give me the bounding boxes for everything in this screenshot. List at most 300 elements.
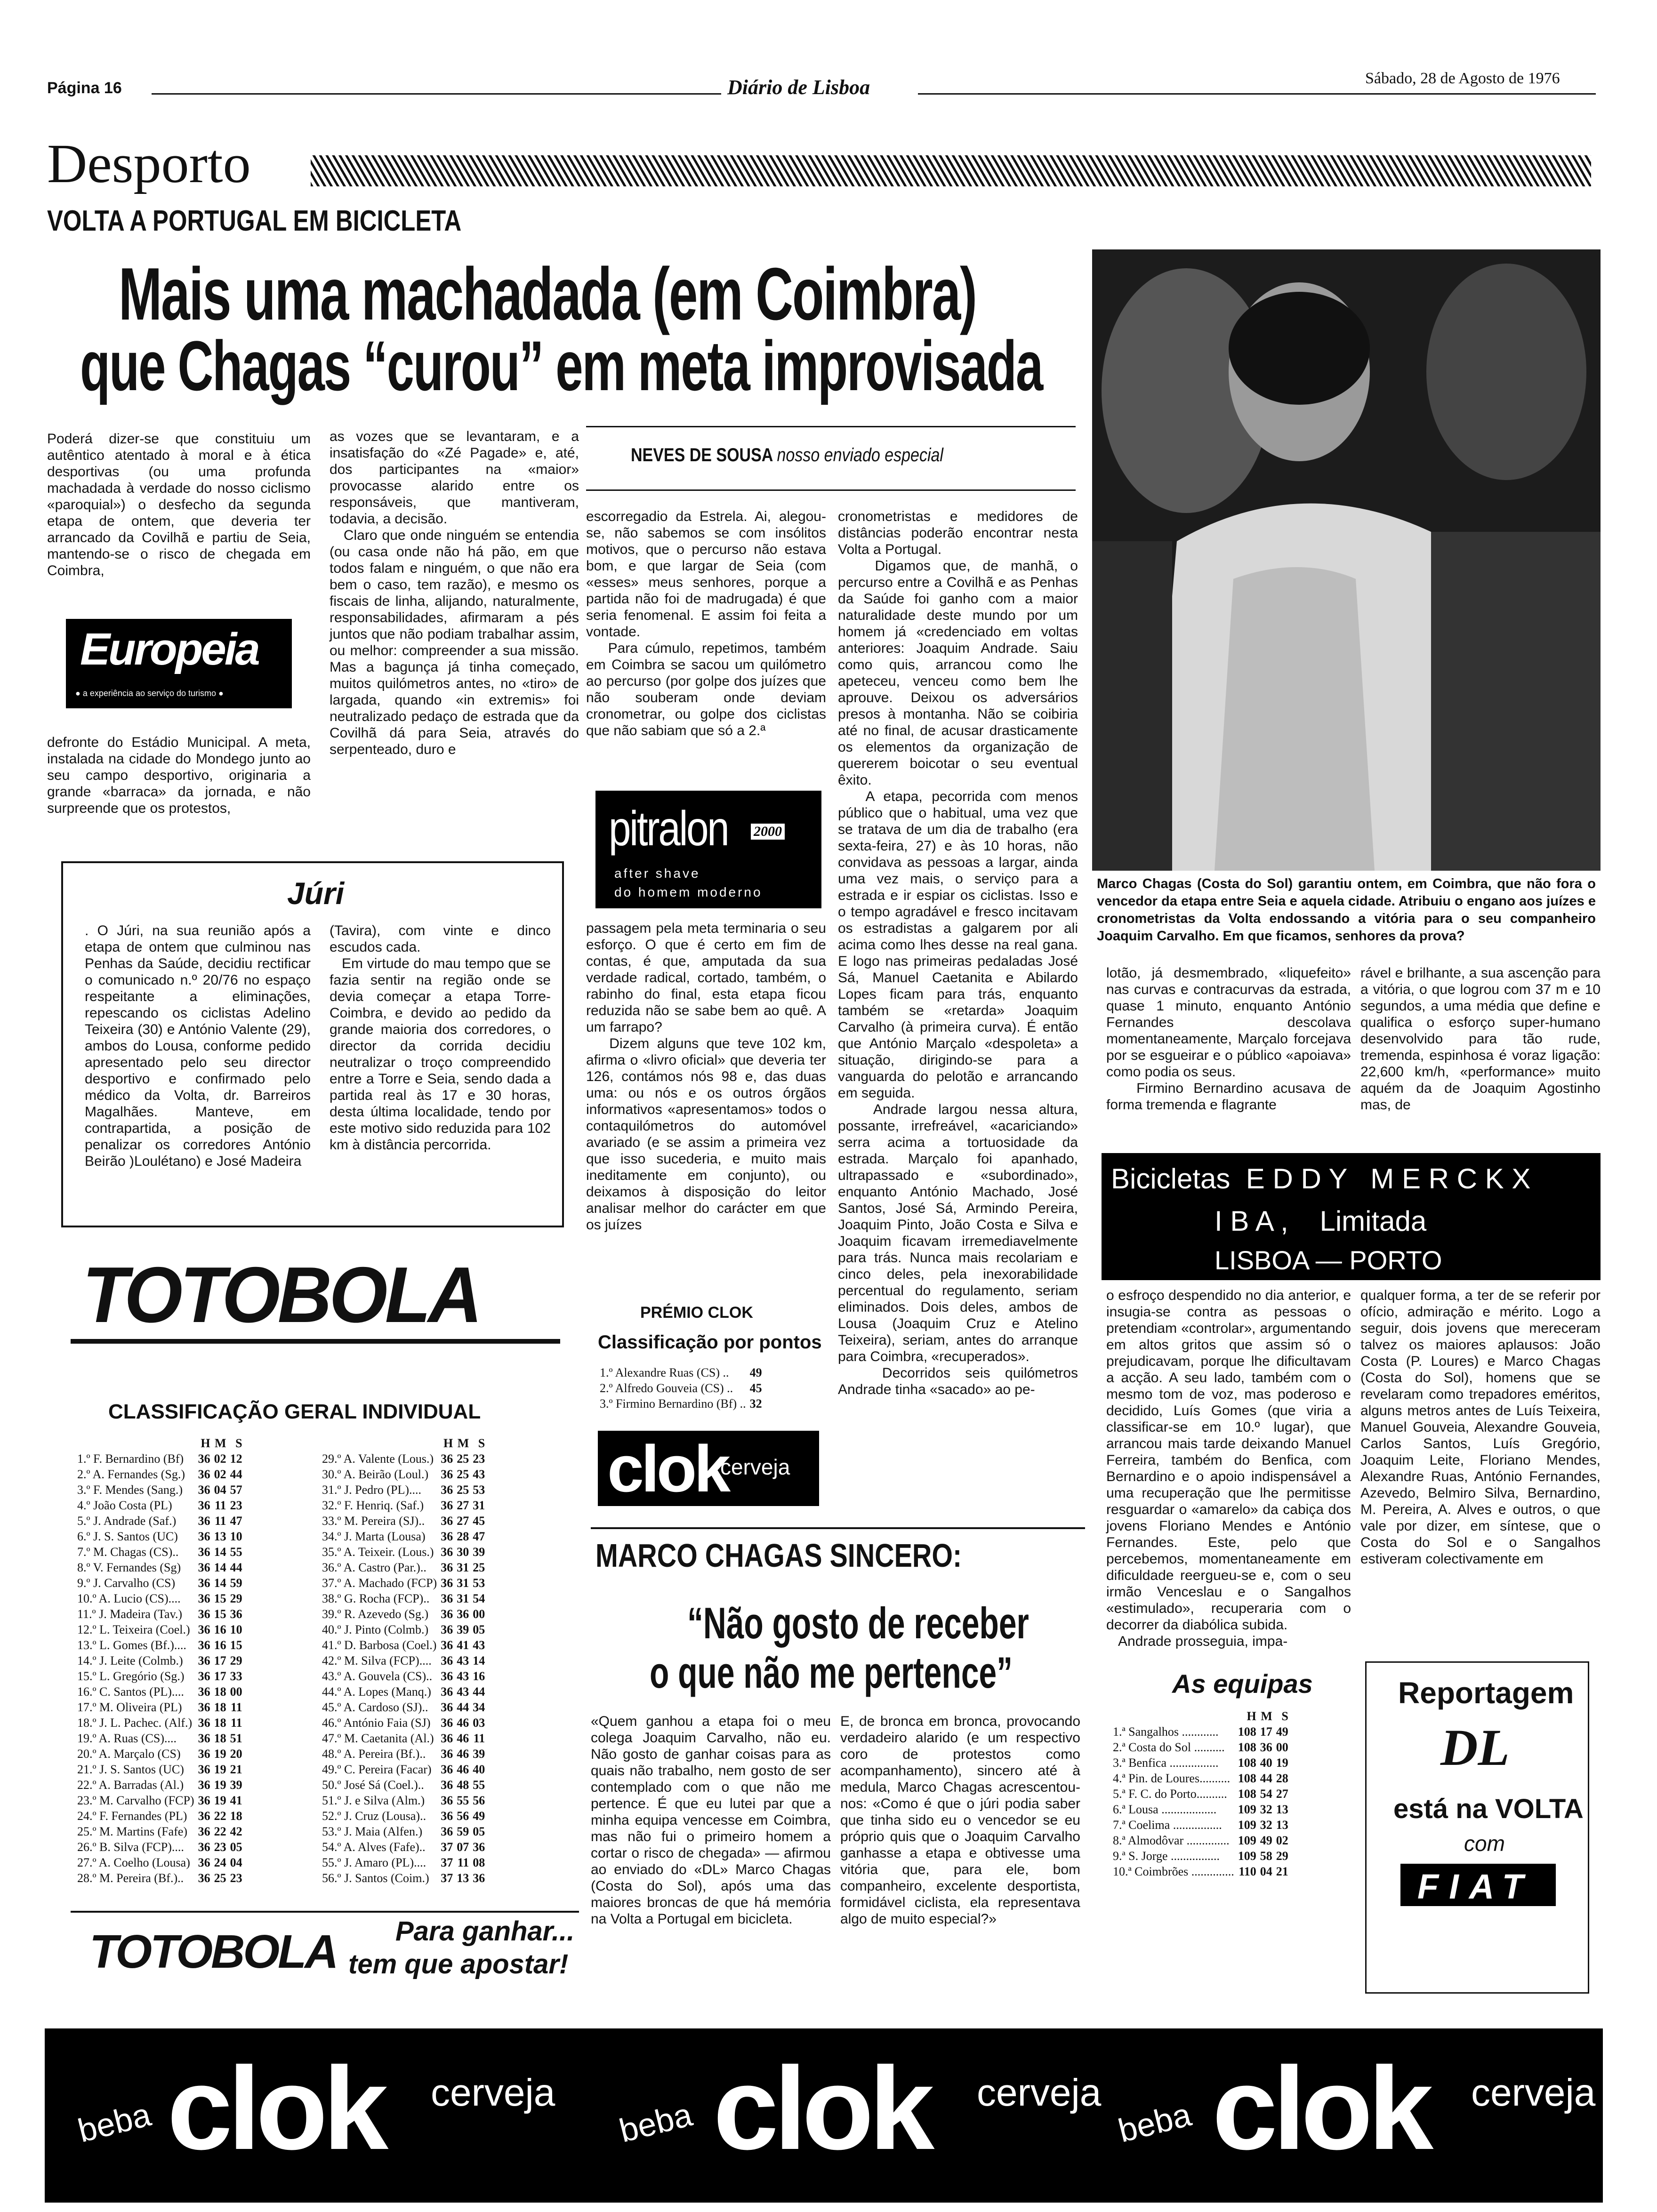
reportagem-ad [1365,1661,1589,1994]
banner-sub-1: cerveja [431,2071,555,2114]
row-value: 27 [1276,1787,1288,1801]
chagas-headline-2: o que não me pertence” [650,1648,1013,1697]
totobola-bottom-logo: TOTOBOLA [89,1925,337,1978]
row-value: 23 [214,1840,226,1854]
article-col-3b: passagem pela meta terminaria o seu esforço. O que é certo em fim de contas, é que, amputada da sua verdade radical, cortado, também, o rabinho do final, esta etapa ficou reduzida não se sabe bem ao quê. A um farrapo? Dizem alguns que teve 102 km, afirma o «livro oficial» que deveria ter 126, contámos nós 98 e, das duas uma: ou nós e os outros órgãos informativos «apresentamos» todos o contaquilómetros do automóvel avariado (e se assim a primeira vez que isso sucederia, e muito mais ineditamente em conjunto), ou deixamos à disposição do leitor analisar melhor do carácter em que os juízes [586,921,826,1233]
clok-banner [45,2028,1603,2203]
classification-row [75,1699,244,1715]
row-label: 15.º L. Gregório (Sg.) [77,1669,185,1683]
row-label: 41.º D. Barbosa (Coel.) [322,1638,437,1652]
row-value: 17 [214,1669,226,1683]
row-value: 36 [198,1576,210,1590]
row-value: 16 [214,1623,226,1636]
row-value: 36 [198,1530,210,1543]
row-value: 32 [749,1397,762,1411]
row-value: 43 [473,1467,485,1481]
row-label: 52.º J. Cruz (Lousa).. [322,1809,426,1823]
row-value: 05 [473,1825,485,1838]
row-value: 36 [441,1607,453,1621]
photo-caption: Marco Chagas (Costa do Sol) garantiu ontem, em Coimbra, que não fora o vencedor da etapa entre Seia e aquela cidade. Atribuiu o engano aos juízes e cronometristas da Volta endossando a vitória para o seu companheiro Joaquim Carvalho. Em que ficamos, senhores da prova? [1097,876,1596,944]
classification-row [320,1560,487,1575]
row-value: 44 [230,1561,242,1574]
totobola-footer-rule [71,1911,579,1913]
row-label: 37.º A. Machado (FCP) [322,1576,437,1590]
row-label: 2.º Alfredo Gouveia (CS) .. [600,1381,733,1395]
classification-row [75,1731,244,1746]
row-label: 21.º J. S. Santos (UC) [77,1763,184,1776]
equipas-row [1111,1848,1290,1864]
row-value: 36 [441,1794,453,1807]
classification-row [75,1544,244,1560]
row-label: 6.ª Lousa .................. [1113,1803,1217,1816]
classification-row [320,1529,487,1544]
row-value: 25 [214,1871,226,1885]
row-label: 3.ª Benfica ................ [1113,1756,1219,1770]
classification-row [75,1482,244,1498]
europeia-tagline: ● a experiência ao serviço do turismo ● [75,689,224,698]
classification-row [320,1606,487,1622]
clok-small-sub: cerveja [720,1455,790,1479]
row-label: 10.º A. Lucio (CS).... [77,1592,181,1605]
classification-table-left [75,1435,244,1886]
row-value: 15 [214,1592,226,1605]
byline-name: NEVES DE SOUSA [631,445,773,465]
row-label: 49.º C. Pereira (Facar) [322,1763,432,1776]
row-value: 36 [441,1731,453,1745]
row-value: 11 [230,1700,242,1714]
row-value: 19 [214,1794,226,1807]
equipas-row [1111,1802,1290,1817]
row-value: 23 [473,1452,485,1466]
row-value: 36 [198,1499,210,1512]
row-value: 54 [473,1592,485,1605]
row-value: 44 [230,1467,242,1481]
chagas-col-2: E, de bronca em bronca, provocando verdadeiro alarido (e um respectivo coro de protestos como acompanhamento), sincero até à medula, Marco Chagas acrescentou-nos: «Como é que o júri podia saber que tinha sido eu o vencedor se eu próprio quis que o Joaquim Carvalho ganhasse a etapa e obtivesse uma vitória que, para ele, bom companheiro, excelente desportista, formidável ciclista, ela representava algo de muito especial?» [840,1714,1085,1927]
byline [631,445,943,466]
row-label: 26.º B. Silva (FCP).... [77,1840,184,1854]
row-value: 37 [441,1856,453,1869]
row-value: 37 [441,1840,453,1854]
row-value: 25 [457,1452,469,1466]
row-label: 2.º A. Fernandes (Sg.) [77,1467,185,1481]
issue-date: Sábado, 28 de Agosto de 1976 [1365,70,1560,87]
row-value: 36 [198,1794,210,1807]
row-value: 53 [473,1483,485,1497]
row-value: 25 [473,1561,485,1574]
row-label: 53.º J. Maia (Alfen.) [322,1825,423,1838]
row-label: 31.º J. Pedro (PL).... [322,1483,421,1497]
classification-row [320,1513,487,1529]
row-value: 36 [198,1467,210,1481]
row-value: 36 [198,1669,210,1683]
juri-col-1: . O Júri, na sua reunião após a etapa de ontem que culminou nas Penhas da Saúde, decidiu rectificar o comunicado n.º 20/76 no espaço respeitante a eliminações, repescando os ciclistas Adelino Teixeira (30) e António Valente (29), ambos do Lousa, conforme pedido apresentado pelo seu director desportivo e confirmado pelo médico da Volta, dr. Barreiros Magalhães. Manteve, em contrapartida, a posição de penalizar os corredores António Beirão )Loulétano) e José Madeira [85,923,315,1169]
section-title: Desporto [47,133,251,194]
classification-title: CLASSIFICAÇÃO GERAL INDIVIDUAL [108,1400,481,1423]
row-value: 28 [457,1530,469,1543]
row-value: 36 [441,1825,453,1838]
row-value: 02 [214,1452,226,1466]
row-value: 46 [457,1747,469,1761]
row-value: 109 [1238,1849,1256,1863]
row-label: 51.º J. e Silva (Alm.) [322,1794,425,1807]
classification-row [75,1746,244,1762]
equipas-title: As equipas [1172,1669,1313,1699]
row-value: 10 [230,1530,242,1543]
row-value: 14 [214,1576,226,1590]
row-value: 41 [457,1638,469,1652]
classification-row [320,1762,487,1777]
row-value: 39 [230,1778,242,1792]
totobola-slogan-2: tem que apostar! [348,1949,569,1980]
row-value: 58 [1260,1849,1272,1863]
totobola-rule [71,1339,560,1344]
article-col-5: lotão, já desmembrado, «liquefeito» nas curvas e contracurvas da estrada, quase 1 minuto, enquanto António Fernandes descolava momentaneamente, Marçalo forcejava por se esgueirar e o público «apoiava» como podia os seus. Firmino Bernardino acusava de forma tremenda e flagrante [1106,965,1351,1113]
row-value: 11 [214,1514,226,1528]
classification-row [75,1684,244,1699]
row-value: 56 [473,1794,485,1807]
row-value: 36 [198,1514,210,1528]
row-label: 38.º G. Rocha (FCP).. [322,1592,430,1605]
banner-brand-3: clok [1212,2043,1429,2174]
header-cell [75,1435,196,1451]
row-label: 10.ª Coimbrões .............. [1113,1865,1234,1878]
classification-row [320,1637,487,1653]
row-label: 48.º A. Pereira (Bf.).. [322,1747,426,1761]
row-value: 44 [457,1700,469,1714]
row-value: 46 [457,1731,469,1745]
row-value: 36 [198,1685,210,1699]
row-label: 11.º J. Madeira (Tav.) [77,1607,183,1621]
row-value: 11 [473,1731,485,1745]
row-label: 43.º A. Gouvela (CS).. [322,1669,433,1683]
classification-row [320,1498,487,1513]
classification-row [320,1731,487,1746]
row-value: 49 [473,1809,485,1823]
row-value: 36 [198,1825,210,1838]
row-value: 36 [198,1778,210,1792]
bicicletas-line-3: LISBOA — PORTO [1215,1245,1442,1275]
row-value: 46 [457,1716,469,1730]
header-cell: S [235,1436,242,1450]
row-value: 44 [473,1685,485,1699]
equipas-row [1111,1724,1290,1739]
row-label: 7.º M. Chagas (CS).. [77,1545,179,1559]
classification-row [75,1467,244,1482]
table-header [320,1435,487,1451]
header-cell: H [443,1436,453,1450]
row-label: 35.º A. Teixeir. (Lous.) [322,1545,434,1559]
row-value: 18 [214,1731,226,1745]
row-value: 36 [441,1778,453,1792]
row-label: 54.º A. Alves (Fafe).. [322,1840,426,1854]
juri-col-2: (Tavira), com vinte e dinco escudos cada. Em virtude do mau tempo que se fazia sentir na região onde se devia começar a etapa Torre-Coimbra, e devido ao pedido da grande maioria dos corredores, o director da corrida decidiu neutralizar o troço compreendido entre a Torre e Seia, sendo dada a partida real às 17 e 30 horas, desta última localidade, tendo por este motivo sido reduzida para 102 km à distância percorrida. [330,923,551,1153]
classification-row [75,1451,244,1467]
row-value: 36 [198,1747,210,1761]
pitralon-line-2: do homem moderno [614,885,763,899]
row-value: 108 [1238,1787,1256,1801]
row-value: 51 [230,1731,242,1745]
row-value: 33 [230,1669,242,1683]
row-value: 00 [473,1607,485,1621]
row-label: 55.º J. Amaro (PL).... [322,1856,426,1869]
row-value: 15 [230,1638,242,1652]
row-value: 15 [214,1607,226,1621]
row-value: 36 [441,1763,453,1776]
row-value: 108 [1238,1756,1256,1770]
row-value: 34 [473,1700,485,1714]
classification-row [320,1839,487,1855]
row-value: 36 [441,1623,453,1636]
article-col-5b: o esfroço despendido no dia anterior, e insugia-se contra as pessoas o pretendiam «controlar», argumentando em altos gritos que assim só o prejudicavam, porque lhe dificultavam a acção. A seu lado, também com o mesmo tom de voz, mas poderoso e decidido, Luís Gomes (que viria a classificar-se em 10.º lugar), que arrancou mais tarde deixando Manuel Ferreira, também do Benfica, com Bernardino e o apoio indispensável a uma recuperação que lhe permitisse resguardar o «amarelo» da cabiça dos jovens Floriano Mendes e António Fernandes. Este, pelo que percebemos, momentaneamente em dificuldade reergueu-se e, com o seu irmão Venceslau e o Sangalhos «estimulado», recuperaria com o decorrer da diabólica subida. Andrade prosseguia, impa- [1106,1288,1351,1649]
pitralon-ad [595,791,821,908]
row-value: 04 [1260,1865,1272,1878]
masthead-rule-left [152,93,721,95]
classification-row [320,1653,487,1668]
row-value: 11 [457,1856,469,1869]
row-value: 04 [214,1483,226,1497]
row-value: 46 [457,1763,469,1776]
page-number: Página 16 [47,79,122,97]
byline-role: nosso enviado especial [777,445,943,465]
header-cell [320,1435,439,1451]
header-cell: M [457,1436,469,1450]
row-label: 6.º J. S. Santos (UC) [77,1530,178,1543]
banner-beba-2: beba [615,2096,696,2149]
row-label: 1.º F. Bernardino (Bf) [77,1452,184,1466]
row-value: 25 [457,1483,469,1497]
reportagem-line-3: com [1464,1831,1505,1856]
row-value: 42 [230,1825,242,1838]
row-value: 14 [473,1654,485,1667]
row-value: 00 [230,1685,242,1699]
row-value: 36 [473,1840,485,1854]
europeia-logo: Europeia [80,624,258,674]
row-value: 53 [473,1576,485,1590]
header-cell [1111,1708,1236,1724]
row-value: 59 [457,1825,469,1838]
row-value: 18 [230,1809,242,1823]
row-value: 04 [230,1856,242,1869]
row-value: 05 [473,1623,485,1636]
row-value: 21 [230,1763,242,1776]
row-label: 17.º M. Oliveira (PL) [77,1700,182,1714]
row-value: 43 [457,1685,469,1699]
row-value: 36 [473,1871,485,1885]
article-col-6b: qualquer forma, a ter de se referir por ofício, admiração e mérito. Logo a seguir, dois jovens que mereceram talvez os maiores aplausos: João Costa (P. Loures) e Marco Chagas (Costa do Sol), homens que se revelaram como trepadores eméritos, alguns metros antes de Luís Teixeira, Manuel Gouveia, Alexandre Gouveia, Carlos Santos, Luís Gregório, Joaquim Leite, Floriano Mendes, Alexandre Ruas, António Fernandes, Azevedo, Belmiro Silva, Bernardino, M. Pereira, A. Alves e outros, o que vale por dizer, em síntese, que o Costa do Sol e o Sangalhos estiveram colectivamente em [1360,1288,1605,1567]
row-value: 40 [473,1763,485,1776]
classification-row [320,1451,487,1467]
row-value: 32 [1260,1818,1272,1832]
row-label: 27.º A. Coelho (Lousa) [77,1856,190,1869]
classification-row [75,1498,244,1513]
byline-rule-bottom [586,489,1076,491]
row-value: 39 [473,1545,485,1559]
row-value: 36 [441,1638,453,1652]
row-value: 19 [1276,1756,1288,1770]
headline-line-1: Mais uma machadada (em Coimbra) [119,253,976,336]
row-value: 56 [457,1809,469,1823]
row-value: 16 [214,1638,226,1652]
row-value: 49 [749,1366,762,1379]
row-value: 36 [441,1716,453,1730]
classification-row [320,1622,487,1637]
row-value: 20 [230,1747,242,1761]
bicicletas-line-1: Bicicletas E D D Y M E R C K X [1111,1163,1531,1194]
chagas-rule [591,1527,1085,1529]
row-label: 29.º A. Valente (Lous.) [322,1452,434,1466]
row-value: 23 [230,1871,242,1885]
classification-row [75,1529,244,1544]
row-label: 8.ª Almodôvar .............. [1113,1834,1230,1847]
row-value: 17 [214,1654,226,1667]
row-value: 12 [230,1452,242,1466]
row-value: 55 [457,1794,469,1807]
classification-row [320,1824,487,1839]
premio-row [598,1380,764,1396]
row-label: 19.º A. Ruas (CS).... [77,1731,177,1745]
classification-row [320,1668,487,1684]
row-value: 59 [230,1576,242,1590]
equipas-row [1111,1771,1290,1786]
row-value: 23 [230,1499,242,1512]
row-label: 7.ª Coelima ................ [1113,1818,1222,1832]
row-value: 36 [198,1654,210,1667]
chagas-kicker: MARCO CHAGAS SINCERO: [595,1537,962,1574]
row-label: 25.º M. Martins (Fafe) [77,1825,188,1838]
row-label: 1.ª Sangalhos ............ [1113,1725,1219,1739]
row-label: 23.º M. Carvalho (FCP) [77,1794,194,1807]
header-cell: S [1281,1709,1288,1723]
row-value: 36 [198,1856,210,1869]
row-label: 20.º A. Marçalo (CS) [77,1747,181,1761]
header-cell: M [1261,1709,1272,1723]
totobola-slogan-1: Para ganhar... [395,1916,575,1947]
header-cell: H [1247,1709,1256,1723]
row-value: 29 [230,1592,242,1605]
pitralon-logo: pitralon [609,801,728,856]
fiat-brand: FIAT [1417,1867,1534,1906]
classification-row [320,1777,487,1793]
row-value: 44 [1260,1771,1272,1785]
row-label: 42.º M. Silva (FCP).... [322,1654,432,1667]
row-value: 21 [1276,1865,1288,1878]
classification-row [75,1591,244,1606]
row-value: 36 [198,1700,210,1714]
table-header [75,1435,244,1451]
row-value: 108 [1238,1725,1256,1739]
row-value: 02 [214,1467,226,1481]
row-label: 40.º J. Pinto (Colmb.) [322,1623,429,1636]
equipas-table [1111,1708,1290,1879]
classification-row [75,1808,244,1824]
row-label: 13.º L. Gomes (Bf.).... [77,1638,186,1652]
row-value: 36 [441,1452,453,1466]
row-label: 3.º F. Mendes (Sang.) [77,1483,183,1497]
classification-row [320,1746,487,1762]
row-label: 30.º A. Beirão (Loul.) [322,1467,429,1481]
classification-row [320,1855,487,1870]
classification-row [75,1777,244,1793]
row-value: 36 [198,1731,210,1745]
classification-row [75,1653,244,1668]
row-value: 36 [441,1654,453,1667]
row-value: 43 [457,1654,469,1667]
row-value: 24 [214,1856,226,1869]
article-col-4: cronometristas e medidores de distâncias poderão encontrar nesta Volta a Portugal. Digamos que, de manhã, o percurso entre a Covilhã e as Penhas da Saúde foi ganho com a maior naturalidade deste mundo por um homem já «credenciado em voltas anteriores: Joaquim Andrade. Saiu como quis, arrancou como lhe apeteceu, venceu como bem lhe aprouve. Deixou os adversários presos à montanha. Não se coibiria até no final, de acusar drasticamente os elementos da organização de quererem boicotar o seu eventual êxito. A etapa, pecorrida com menos público que o habitual, uma vez que se tratava de um dia de trabalho (era sexta-feira, 27) e às 10 horas, não convidava as pessoas a largar, ainda uma vez mais, o serviço para a estrada e ir espiar os ciclistas. Isso e o tempo agradável e fresco incitavam os estradistas a galgarem por ali acima como lhes desse na real gana. E logo nas primeiras pedaladas José Sá, Manuel Caetanita e Abilardo Lopes ficam para trás, enquanto também se «retarda» Joaquim Carvalho (à primeira curva). É então que António Marçalo «despoleta» a situação, dirigindo-se para a vanguarda do pelotão e arrancando em seguida. Andrade largou nessa altura, possante, irrefreável, «acariciando» serra acima a tortuosidade da estrada. Marçalo foi apanhado, ultrapassado e «subordinado», enquanto António Machado, José Santos, José Sá, Armindo Pereira, Joaquim Pinto, João Costa e Silva e Joaquim ficavam irremediavelmente para trás. Nunca mais recolariam e cinco deles, pela inexorabilidade percentual do regulamento, seriam eliminados. Dois deles, ambos de Lousa (Joaquim Cruz e Atelino Teixeira), seriam, antes do arranque para Coimbra, «recuperados». Decorridos seis quilómetros Andrade tinha «sacado» ao pe- [838,509,1078,1397]
row-value: 40 [1260,1756,1272,1770]
row-value: 07 [457,1840,469,1854]
row-value: 37 [441,1871,453,1885]
row-value: 36 [198,1607,210,1621]
premio-clok-subtitle: Classificação por pontos [598,1332,822,1353]
row-label: 22.º A. Barradas (Al.) [77,1778,184,1792]
row-value: 18 [214,1716,226,1730]
row-value: 36 [441,1592,453,1605]
row-value: 36 [198,1561,210,1574]
equipas-row [1111,1739,1290,1755]
masthead-rule-right [918,93,1596,95]
article-col-6: rável e brilhante, a sua ascenção para a vitória, o que logrou com 37 m e 10 segundos, a uma média que define e qualifica o esforço super-humano desenvolvido para tão rude, tremenda, espinhosa é voraz ligação: 22,600 km/h, «performance» muito aquém da de Joaquim Agostinho mas, de [1360,965,1605,1113]
row-value: 57 [230,1483,242,1497]
chagas-col-1: «Quem ganhou a etapa foi o meu colega Joaquim Carvalho, não eu. Não gosto de ganhar coisas para as quais não trabalho, nem gosto de ser contemplado com o que não me pertence. É que eu lutei par que a minha equipa vencesse em Coimbra, mas não fui o primeiro homem a cortar o risco de chegada» — afirmou ao enviado do «DL» Marco Chagas (Costa do Sol), após uma das maiores broncas de que há memória na Volta a Portugal em bicicleta. [591,1714,835,1927]
pitralon-sub: 2000 [751,824,785,840]
reportagem-line-1: Reportagem [1398,1676,1574,1710]
juri-title: Júri [287,876,345,911]
row-value: 14 [214,1561,226,1574]
equipas-row [1111,1755,1290,1771]
classification-row [75,1824,244,1839]
classification-row [320,1482,487,1498]
row-value: 36 [198,1638,210,1652]
row-value: 108 [1238,1771,1256,1785]
row-value: 36 [441,1747,453,1761]
classification-row [320,1793,487,1808]
row-value: 29 [230,1654,242,1667]
row-value: 36 [198,1809,210,1823]
row-label: 39.º R. Azevedo (Sg.) [322,1607,429,1621]
row-value: 36 [441,1809,453,1823]
banner-sub-2: cerveja [977,2071,1102,2114]
row-value: 109 [1238,1818,1256,1832]
classification-row [75,1637,244,1653]
classification-row [320,1808,487,1824]
header-cell: M [215,1436,226,1450]
header-cell: S [478,1436,485,1450]
table-header [1111,1708,1290,1724]
row-value: 43 [457,1669,469,1683]
row-value: 31 [457,1576,469,1590]
row-value: 55 [473,1778,485,1792]
row-label: 56.º J. Santos (Coim.) [322,1871,429,1885]
row-value: 10 [230,1623,242,1636]
row-label: 5.º J. Andrade (Saf.) [77,1514,177,1528]
classification-row [75,1606,244,1622]
classification-row [320,1467,487,1482]
row-value: 30 [457,1545,469,1559]
row-label: 3.º Firmino Bernardino (Bf) .. [600,1397,746,1411]
row-value: 17 [1260,1725,1272,1739]
premio-row [598,1396,764,1411]
banner-brand-1: clok [167,2043,384,2174]
row-label: 44.º A. Lopes (Manq.) [322,1685,431,1699]
classification-row [75,1762,244,1777]
row-value: 29 [1276,1849,1288,1863]
row-label: 1.º Alexandre Ruas (CS) .. [600,1366,729,1379]
row-label: 46.º António Faia (SJ) [322,1716,431,1730]
equipas-row [1111,1864,1290,1879]
row-value: 16 [473,1669,485,1683]
row-value: 36 [198,1623,210,1636]
